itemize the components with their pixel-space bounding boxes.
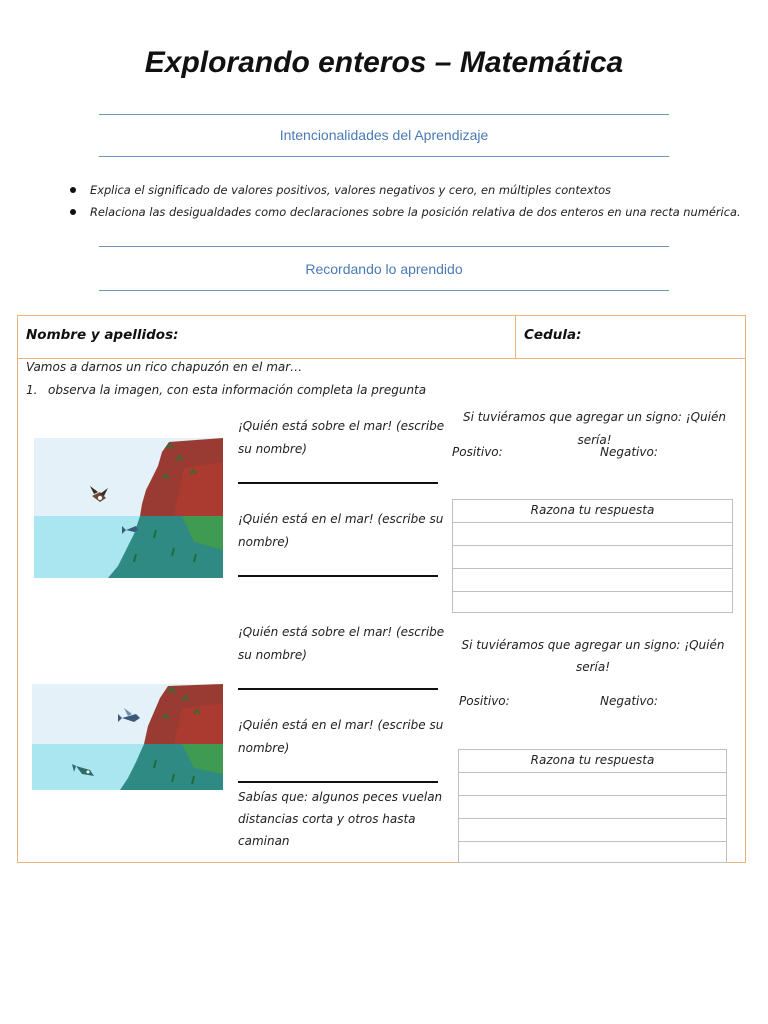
question-in-sea-line2: nombre) — [238, 535, 290, 549]
reasoning-table-2 — [458, 749, 727, 863]
divider — [99, 156, 669, 157]
positive-label: Positivo: — [452, 445, 503, 459]
list-item: Relaciona las desigualdades como declaraciones sobre la posición relativa de dos enteros en una recta numérica. — [68, 202, 748, 224]
fun-fact-line3: caminan — [238, 834, 290, 848]
reasoning-row[interactable] — [459, 819, 726, 842]
question-above-sea-line2: su nombre) — [238, 648, 307, 662]
reasoning-row[interactable] — [453, 546, 732, 569]
divider — [99, 290, 669, 291]
reasoning-header: Razona tu respuesta — [453, 500, 732, 523]
answer-line-in-sea[interactable] — [238, 781, 438, 783]
question-in-sea-line1: ¡Quién está en el mar! (escribe su — [238, 512, 444, 526]
answer-line-above-sea[interactable] — [238, 482, 438, 484]
page-title: Explorando enteros – Matemática — [144, 46, 624, 79]
fun-fact-line1: Sabías que: algunos peces vuelan — [238, 790, 443, 804]
question-in-sea-line2: nombre) — [238, 741, 290, 755]
question-in-sea-line1: ¡Quién está en el mar! (escribe su — [238, 718, 444, 732]
reasoning-row[interactable] — [453, 523, 732, 546]
instruction-text: observa la imagen, con esta información completa la pregunta — [48, 383, 427, 397]
answer-line-in-sea[interactable] — [238, 575, 438, 577]
name-field-label[interactable]: Nombre y apellidos: — [26, 327, 179, 343]
answer-line-above-sea[interactable] — [238, 688, 438, 690]
bullet-icon — [70, 209, 76, 215]
question-above-sea-line1: ¡Quién está sobre el mar! (escribe — [238, 419, 445, 433]
bullet-icon — [70, 187, 76, 193]
column-divider — [515, 315, 516, 359]
reasoning-row[interactable] — [453, 569, 732, 592]
sign-question-line1: Si tuviéramos que agregar un signo: ¡Quién — [461, 638, 725, 652]
reasoning-row[interactable] — [459, 773, 726, 796]
section-heading-recall: Recordando lo aprendido — [305, 261, 463, 277]
positive-label: Positivo: — [459, 694, 510, 708]
reasoning-table-1 — [452, 499, 733, 613]
negative-label: Negativo: — [600, 694, 658, 708]
sea-cliff-illustration-1 — [34, 438, 223, 578]
section-heading-intent: Intencionalidades del Aprendizaje — [279, 127, 489, 143]
reasoning-row[interactable] — [459, 842, 726, 865]
sign-question: Si tuviéramos que agregar un signo: ¡Quién sería! — [463, 410, 726, 447]
id-field-label[interactable]: Cedula: — [524, 327, 582, 343]
instruction-number: 1. — [26, 383, 38, 397]
sign-question-line2: sería! — [575, 660, 611, 674]
reasoning-row[interactable] — [453, 592, 732, 615]
intro-text: Vamos a darnos un rico chapuzón en el mar… — [26, 360, 303, 374]
list-item: Explica el significado de valores positivos, valores negativos y cero, en múltiples contextos — [68, 180, 748, 202]
reasoning-row[interactable] — [459, 796, 726, 819]
reasoning-header: Razona tu respuesta — [459, 750, 726, 773]
divider — [99, 246, 669, 247]
learning-goals-list — [68, 180, 748, 224]
question-above-sea-line2: su nombre) — [238, 442, 307, 456]
negative-label: Negativo: — [600, 445, 658, 459]
divider — [99, 114, 669, 115]
fun-fact-line2: distancias corta y otros hasta — [238, 812, 416, 826]
question-above-sea-line1: ¡Quién está sobre el mar! (escribe — [238, 625, 445, 639]
sea-cliff-illustration-2 — [32, 684, 223, 790]
